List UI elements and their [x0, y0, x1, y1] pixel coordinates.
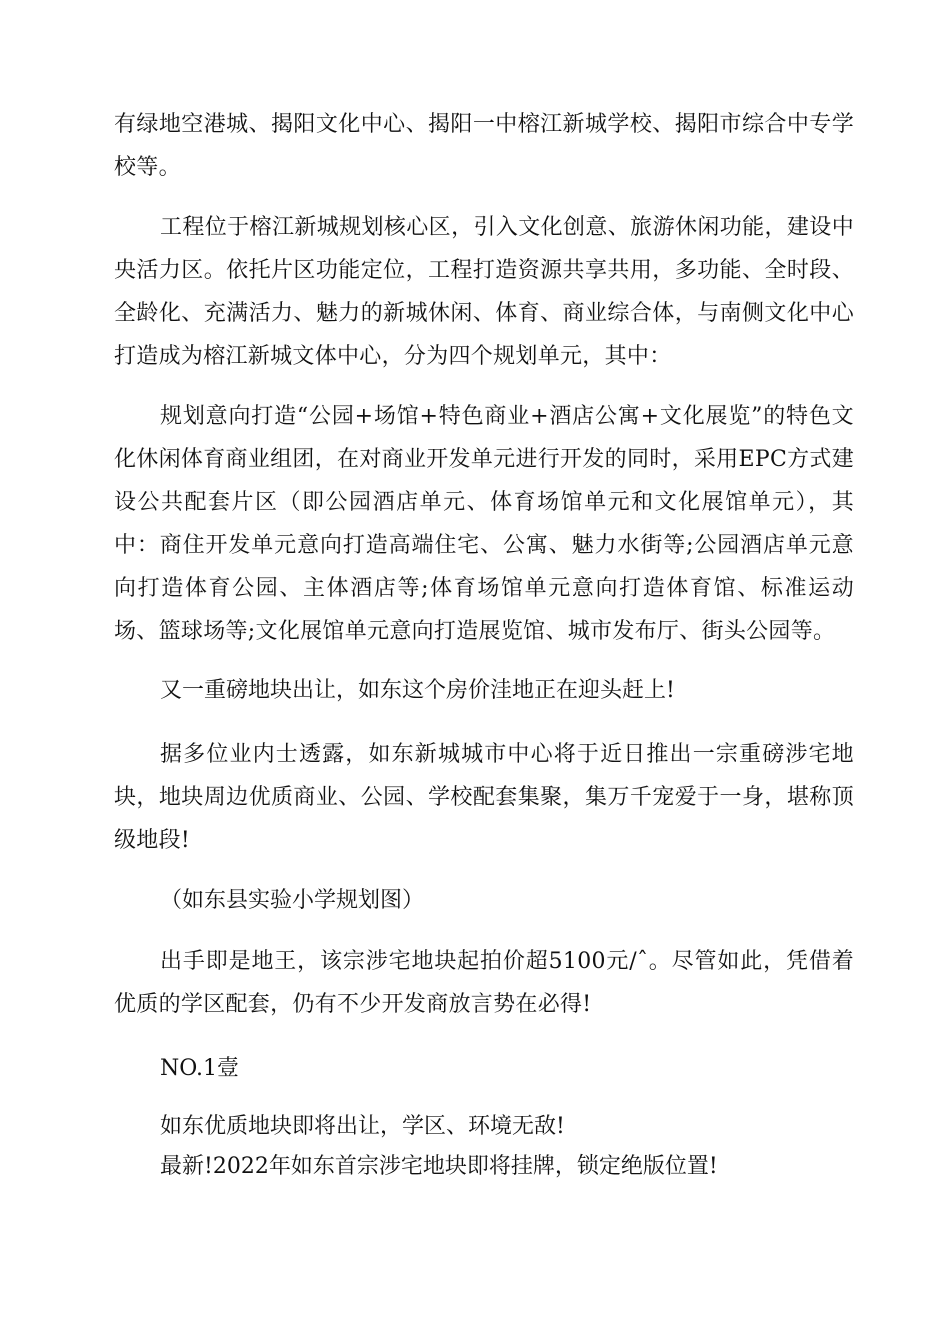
paragraph-3: 规划意向打造“公园+场馆+特色商业+酒店公寓+文化展览”的特色文化休闲体育商业组团，在对商业开发单元进行开发的同时，采用EPC方式建设公共配套片区（即公园酒店单元、体育场馆单元和文化展馆单元），其中：商住开发单元意向打造高端住宅、公寓、魅力水街等;公园酒店单元意向打造体育公园、主体酒店等;体育场馆单元意向打造体育馆、标准运动场、篮球场等;文化展馆单元意向打造展览馆、城市发布厅、街头公园等。 [114, 404, 854, 644]
paragraph-6-caption: （如东县实验小学规划图） [160, 888, 425, 913]
paragraph-5: 据多位业内士透露，如东新城城市中心将于近日推出一宗重磅涉宅地块，地块周边优质商业、公园、学校配套集聚，集万千宠爱于一身，堪称顶级地段! [114, 742, 854, 853]
paragraph-9: 如东优质地块即将出让，学区、环境无敌! [160, 1114, 565, 1139]
paragraph-7: 出手即是地王，该宗涉宅地块起拍价超5100元/ˆ。尽管如此，凭借着优质的学区配套，仍有不少开发商放言势在必得! [114, 949, 854, 1017]
paragraph-2: 工程位于榕江新城规划核心区，引入文化创意、旅游休闲功能，建设中央活力区。依托片区功能定位，工程打造资源共享共用，多功能、全时段、全龄化、充满活力、魅力的新城休闲、体育、商业综合体，与南侧文化中心打造成为榕江新城文体中心，分为四个规划单元，其中： [114, 215, 854, 369]
paragraph-4: 又一重磅地块出让，如东这个房价洼地正在迎头赶上! [160, 678, 675, 703]
paragraph-10: 最新!2022年如东首宗涉宅地块即将挂牌，锁定绝版位置! [160, 1154, 718, 1179]
paragraph-8-heading: NO.1壹 [160, 1056, 239, 1081]
paragraph-1: 有绿地空港城、揭阳文化中心、揭阳一中榕江新城学校、揭阳市综合中专学校等。 [114, 112, 854, 180]
